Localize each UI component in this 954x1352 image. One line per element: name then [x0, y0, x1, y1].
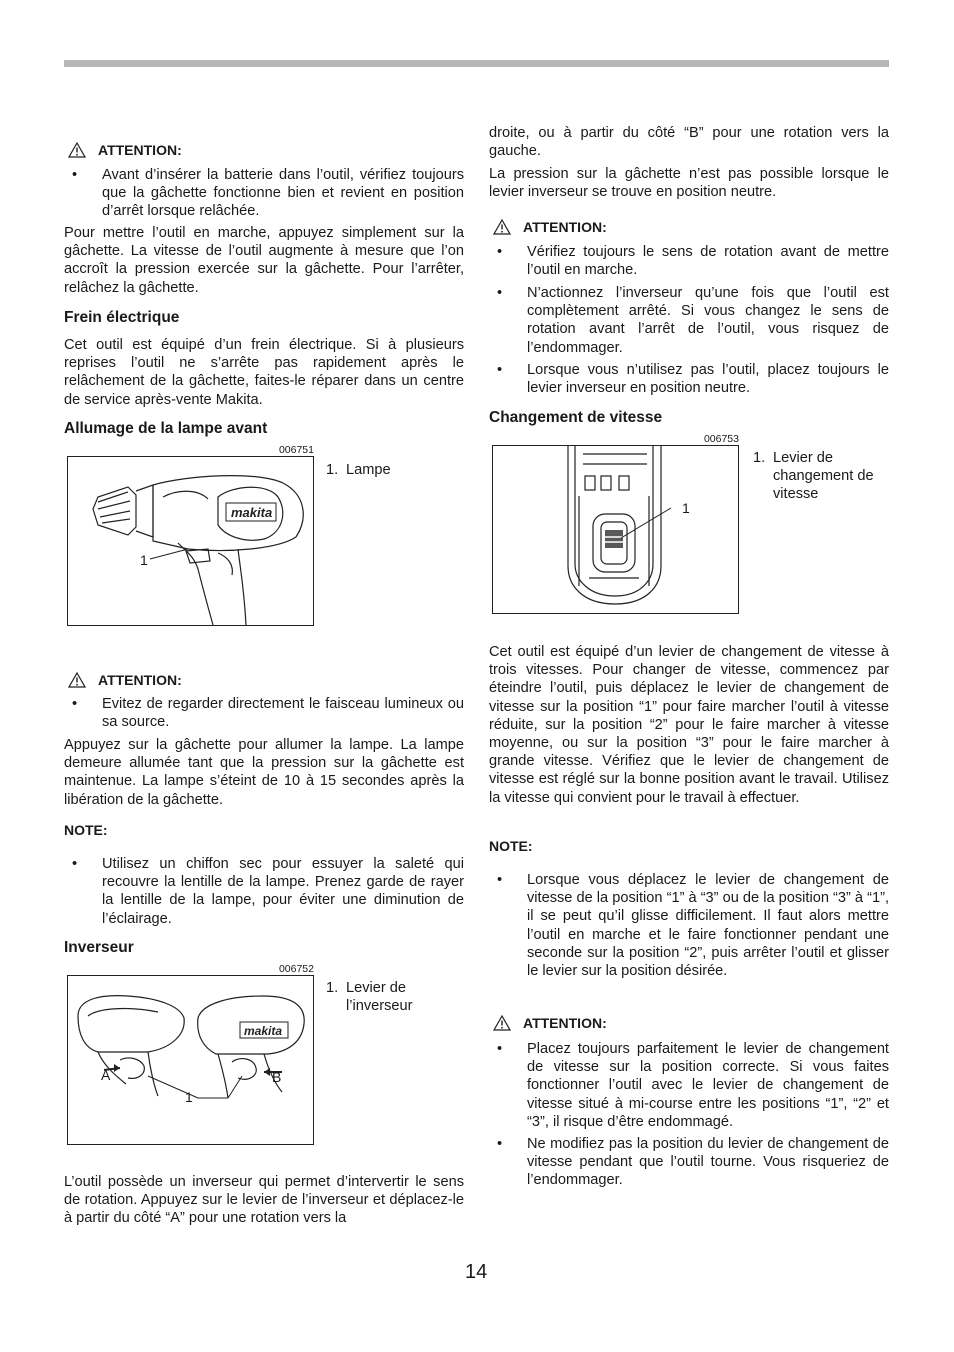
- caption-line: vitesse: [773, 486, 819, 503]
- paragraph: Appuyez sur la gâchette pour allumer la lampe. La lampe demeure allumée tant que la pression sur la gâchette est maintenue. La lampe s’éteint de 10 à 15 secondes après la libération de la gâchette.: [64, 737, 464, 808]
- bullet: •: [72, 856, 78, 872]
- caption-number: 1.: [753, 450, 766, 466]
- attention-label: ATTENTION:: [523, 1015, 607, 1031]
- figure-lamp: [67, 456, 314, 626]
- paragraph: droite, ou à partir du côté “B” pour une rotation vers la gauche.: [489, 125, 889, 160]
- svg-text:makita: makita: [244, 1024, 283, 1038]
- caption-text: [346, 979, 413, 1015]
- figure-label-a: A: [101, 1067, 111, 1083]
- warning-triangle-icon: [493, 219, 511, 235]
- note-label: NOTE:: [489, 838, 533, 854]
- list-item-text: Lorsque vous n’utilisez pas l’outil, placez toujours le levier inverseur en position neutre.: [527, 362, 889, 397]
- list-item: [64, 855, 464, 928]
- figure-caption: [326, 979, 413, 1015]
- paragraph: L’outil possède un inverseur qui permet d’intervertir le sens de rotation. Appuyez sur le levier de l’inverseur et déplacez-le à partir du côté “A” pour une rotation vers la: [64, 1174, 464, 1227]
- list-item-text: Vérifiez toujours le sens de rotation avant de mettre l’outil en marche.: [527, 244, 889, 279]
- caption-line: Levier de: [346, 980, 407, 996]
- list-item: [489, 1040, 889, 1131]
- bullet: •: [72, 167, 78, 183]
- figure-callout: 1: [682, 500, 690, 516]
- bullet: •: [497, 244, 503, 260]
- caption-text: Lampe: [346, 462, 391, 478]
- paragraph: Pour mettre l’outil en marche, appuyez simplement sur la gâchette. La vitesse de l’outil augmente à mesure que l’on accroît la pression exercée sur la gâchette. Pour l’arrêter, relâchez la gâchette.: [64, 225, 464, 296]
- header-rule: [64, 60, 889, 67]
- page-number: 14: [465, 1261, 488, 1283]
- warning-triangle-icon: [493, 1015, 511, 1031]
- attention-label: ATTENTION:: [98, 142, 182, 158]
- caption-number: 1.: [326, 980, 339, 996]
- attention-heading: [68, 141, 182, 159]
- bullet: •: [497, 362, 503, 378]
- caption-line: l’inverseur: [346, 998, 413, 1015]
- bullet: •: [72, 696, 78, 712]
- paragraph: Cet outil est équipé d’un levier de changement de vitesse à trois vitesses. Pour changer de vitesse, commencez par éteindre l’outil, puis déplacez le levier de changement de vitesse sur la position “1” pour faire marcher l’outil à vitesse réduite, sur la position “2” pour le faire marcher à vitesse moyenne, ou sur la position “3” pour le faire marcher à grande vitesse. Vérifiez que le levier de changement de vitesse est réglé sur la bonne position avant le travail. Utilisez la vitesse qui convient pour le travail à effectuer.: [489, 644, 889, 806]
- paragraph: La pression sur la gâchette n’est pas possible lorsque le levier inverseur se trouve en position neutre.: [489, 166, 889, 201]
- section-title: Inverseur: [64, 939, 134, 956]
- list-item-text: Avant d’insérer la batterie dans l’outil, vérifiez toujours que la gâchette fonctionne bien et revient en position d’arrêt lorsque relâchée.: [102, 167, 464, 220]
- note-label: NOTE:: [64, 822, 108, 838]
- attention-heading: [493, 1014, 607, 1032]
- warning-triangle-icon: [68, 142, 86, 158]
- list-item-text: Utilisez un chiffon sec pour essuyer la saleté qui recouvre la lentille de la lampe. Prenez garde de rayer la lentille de la lampe, pour éviter une diminution de l’éclairage.: [102, 856, 464, 927]
- list-item-text: Ne modifiez pas la position du levier de changement de vitesse pendant que l’outil tourne. Vous risqueriez de l’endommager.: [527, 1136, 889, 1189]
- list-item-text: Placez toujours parfaitement le levier de changement de vitesse sur la position correcte. Si vous faites fonctionner l’outil avec le levier de changement de vitesse situé à mi-course entre les positions “1”, “2” et “3”, il risque d’être endommagé.: [527, 1041, 889, 1130]
- figure-reverse-switch: [67, 975, 314, 1145]
- attention-label: ATTENTION:: [98, 672, 182, 688]
- list-item: [489, 284, 889, 357]
- figure-caption: [326, 461, 391, 479]
- list-item-text: Lorsque vous déplacez le levier de changement de vitesse de la position “1” à “3” ou de la position “3” à “1”, il se peut qu’il glisse difficilement. Il faut alors mettre l’outil en marche et le faire fonctionner pendant une seconde sur la position “2”, puis arrêter l’outil et glisser le levier sur la position désirée.: [527, 872, 889, 980]
- bullet: •: [497, 285, 503, 301]
- attention-heading: [68, 671, 182, 689]
- bullet: •: [497, 1041, 503, 1057]
- svg-text:makita: makita: [231, 505, 273, 520]
- list-item: [64, 166, 464, 221]
- warning-triangle-icon: [68, 672, 86, 688]
- attention-label: ATTENTION:: [523, 219, 607, 235]
- caption-line: changement de: [773, 468, 874, 485]
- list-item-text: N’actionnez l’inverseur qu’une fois que l’outil est complètement arrêté. Si vous changez le sens de rotation avant l’arrêt de l’outil, vous risquez de l’endommager.: [527, 285, 889, 356]
- list-item: [489, 1135, 889, 1190]
- figure-callout: 1: [140, 552, 148, 568]
- list-item-text: Evitez de regarder directement le faisceau lumineux ou sa source.: [102, 696, 464, 731]
- attention-heading: [493, 218, 607, 236]
- figure-code: 006753: [703, 433, 739, 445]
- caption-number: 1.: [326, 462, 339, 478]
- drill-reverse-illustration: [68, 976, 313, 1144]
- caption-line: Levier de: [773, 450, 834, 466]
- section-title: Changement de vitesse: [489, 409, 663, 426]
- list-item: [489, 361, 889, 397]
- bullet: •: [497, 1136, 503, 1152]
- paragraph: Cet outil est équipé d’un frein électrique. Si à plusieurs reprises l’outil ne s’arrête pas rapidement après le relâchement de la gâchette, faites-le réparer dans un centre de service après-vente Makita.: [64, 337, 464, 408]
- figure-label-b: B: [272, 1069, 282, 1085]
- drill-top-illustration: [493, 446, 738, 613]
- caption-text: [773, 449, 874, 504]
- figure-callout: 1: [185, 1089, 193, 1105]
- list-item: [64, 695, 464, 731]
- figure-code: 006752: [278, 963, 314, 975]
- figure-caption: [753, 449, 874, 504]
- section-title: Frein électrique: [64, 309, 180, 326]
- list-item: [489, 243, 889, 279]
- bullet: •: [497, 872, 503, 888]
- list-item: [489, 871, 889, 980]
- figure-code: 006751: [278, 444, 314, 456]
- drill-side-illustration: [68, 457, 313, 625]
- section-title: Allumage de la lampe avant: [64, 420, 268, 437]
- figure-speed-lever: [492, 445, 739, 614]
